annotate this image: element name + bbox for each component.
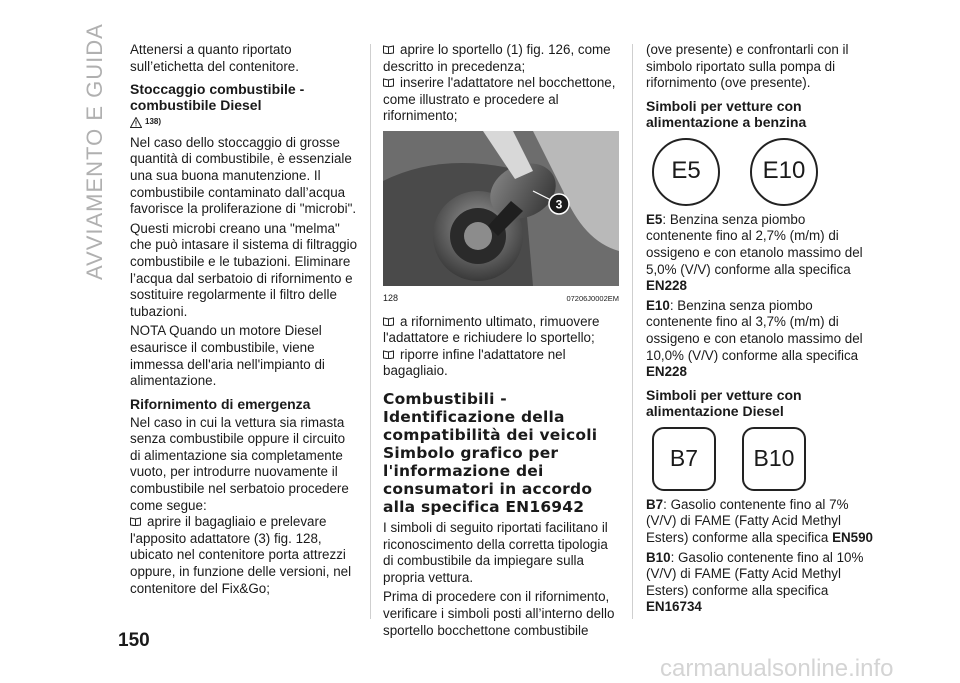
- bullet-item: a rifornimento ultimato, rimuovere l'adattatore e richiudere lo sportello;: [383, 313, 600, 346]
- heading-storage: Stoccaggio combustibile - combustibile Diesel: [130, 81, 305, 114]
- figure-128-image: [383, 131, 619, 286]
- diesel-symbols-row: [652, 427, 874, 491]
- side-section-title: AVVIAMENTO E GUIDA: [82, 23, 107, 280]
- book-bullet-icon: [130, 517, 141, 526]
- bullet-item: aprire lo sportello (1) fig. 126, come descritto in precedenza;: [383, 42, 611, 74]
- heading-fuel-compatibility: Combustibili - Identificazione della compatibilità dei veicoli Simbolo grafico per l'informazione dei consumatori in accordo alla specifica EN16942: [383, 389, 598, 516]
- e10-symbol: E10: [750, 138, 818, 206]
- e5-description: E5: Benzina senza piombo contenente fino al 2,7% (m/m) di ossigeno e con etanolo massimo del 5,0% (V/V) conforme alla specifica EN228: [646, 211, 863, 294]
- bullet-item: riporre infine l'adattatore nel bagagliaio.: [383, 346, 566, 379]
- note-paragraph: NOTA Quando un motore Diesel esaurisce il combustibile, viene immessa dell'aria nell'impianto di alimentazione.: [130, 323, 325, 389]
- book-bullet-icon: [383, 350, 394, 359]
- page-number: 150: [118, 630, 150, 651]
- figure-callout-3: 3: [555, 197, 563, 212]
- figure-code: 07206J0002EM: [566, 293, 619, 303]
- heading-diesel-symbols: Simboli per vetture con alimentazione Diesel: [646, 386, 802, 419]
- warning-triangle-icon: [130, 117, 142, 128]
- b10-symbol: B10: [742, 427, 806, 491]
- fuel-filler-adapter-illustration: [383, 131, 619, 286]
- b10-description: B10: Gasolio contenente fino al 10% (V/V) di FAME (Fatty Acid Methyl Esters) conforme alla specifica EN16734: [646, 549, 864, 615]
- paragraph: I simboli di seguito riportati facilitano il riconoscimento della corretta tipologia di combustibile da impiegare sulla propria vettura.: [383, 519, 608, 585]
- paragraph: Prima di procedere con il rifornimento, verificare i simboli posti all’interno dello sportello bocchettone combustibile: [383, 589, 615, 638]
- footer-watermark: carmanualsonline.info: [660, 655, 894, 682]
- petrol-symbols-row: [652, 138, 874, 206]
- figure-caption: [383, 290, 619, 308]
- column-1: [130, 42, 358, 597]
- e5-symbol: E5: [652, 138, 720, 206]
- b7-description: B7: Gasolio contenente fino al 7% (V/V) di FAME (Fatty Acid Methyl Esters) conforme alla specifica EN590: [646, 496, 874, 545]
- column-2: [383, 42, 619, 642]
- intro-paragraph: Attenersi a quanto riportato sull’etichetta del contenitore.: [130, 42, 299, 74]
- column-divider: [632, 44, 633, 619]
- warning-reference: 138): [130, 114, 358, 131]
- book-bullet-icon: [383, 45, 394, 54]
- book-bullet-icon: [383, 317, 394, 326]
- b7-symbol: B7: [652, 427, 716, 491]
- figure-number: 128: [383, 292, 399, 303]
- paragraph: Questi microbi creano una "melma" che può intasare il sistema di filtraggio combustibile e le tubazioni. Eliminare l’acqua dal serbatoio di rifornimento e sostituire regolarmente il filtro delle tubazioni.: [130, 220, 358, 319]
- bullet-item: aprire il bagagliaio e prelevare l'apposito adattatore (3) fig. 128, ubicato nel contenitore porta attrezzi oppure, in funzione delle versioni, nel contenitore del Fix&Go;: [130, 514, 352, 596]
- heading-emergency: Rifornimento di emergenza: [130, 395, 311, 412]
- book-bullet-icon: [383, 78, 394, 87]
- column-divider: [370, 44, 371, 619]
- paragraph: Nel caso dello stoccaggio di grosse quantità di combustibile, è essenziale una sua buona manutenzione. Il combustibile contaminato dall’acqua favorisce la proliferazione di "microbi".: [130, 134, 357, 217]
- heading-petrol-symbols: Simboli per vetture con alimentazione a benzina: [646, 97, 807, 130]
- paragraph: (ove presente) e confrontarli con il simbolo riportato sulla pompa di rifornimento (ove presente).: [646, 42, 849, 91]
- e10-description: E10: Benzina senza piombo contenente fino al 3,7% (m/m) di ossigeno e con etanolo massimo del 10,0% (V/V) conforme alla specifica EN228: [646, 297, 863, 380]
- bullet-item: inserire l'adattatore nel bocchettone, come illustrato e procedere al rifornimento;: [383, 75, 616, 124]
- paragraph: Nel caso in cui la vettura sia rimasta senza combustibile oppure il circuito di alimentazione sia completamente vuoto, per introdurre nuovamente il combustibile nel serbatoio procedere come segue:: [130, 414, 349, 513]
- column-3: [646, 42, 874, 619]
